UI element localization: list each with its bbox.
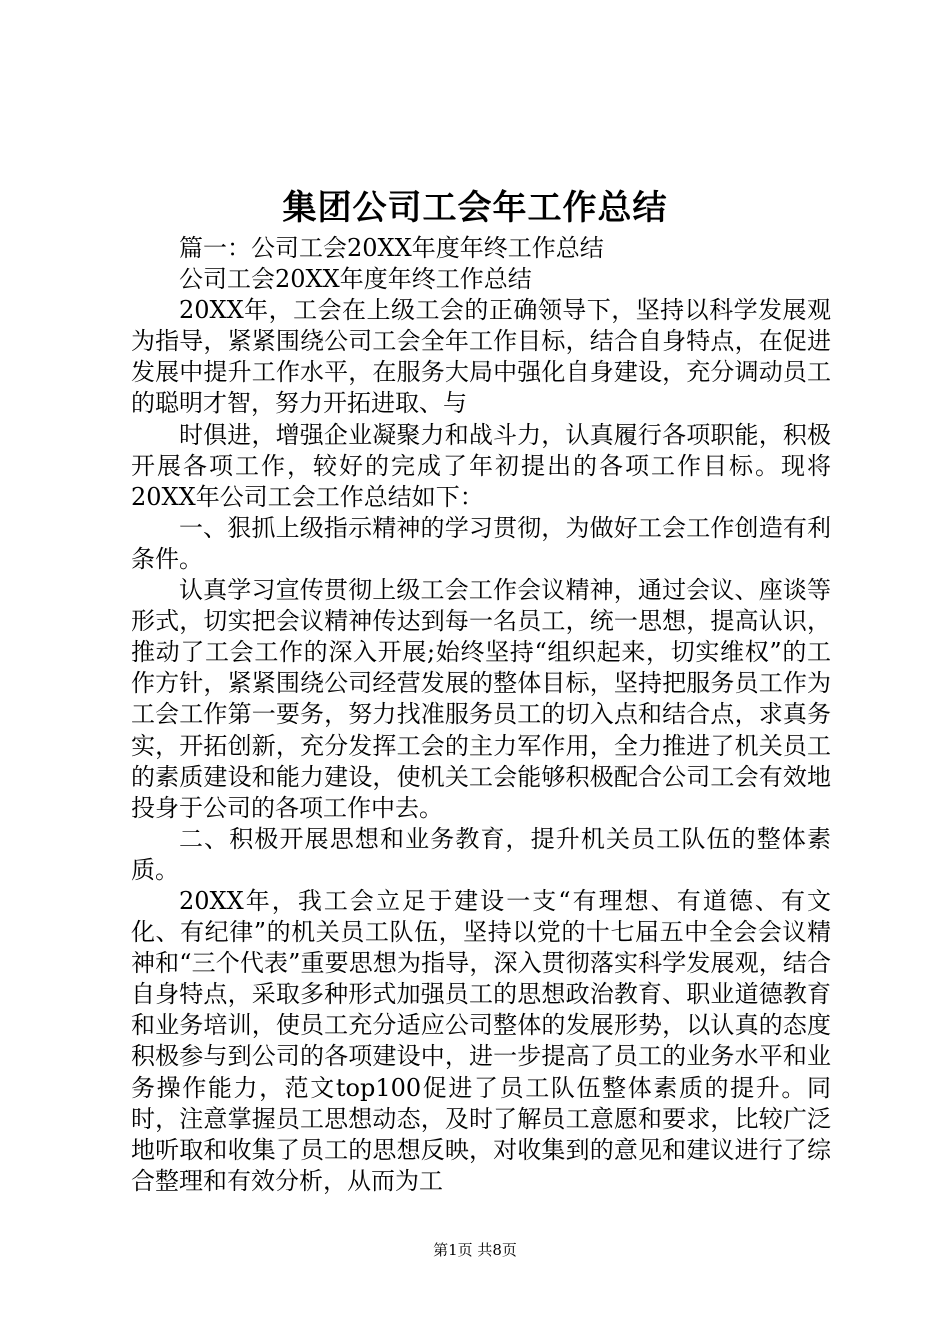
page-number-footer: 第1页 共8页 (433, 1241, 517, 1259)
paragraph: 认真学习宣传贯彻上级工会工作会议精神，通过会议、座谈等形式，切实把会议精神传达到每一名员工，统一思想，提高认识，推动了工会工作的深入开展;始终坚持“组织起来，切实维权”的工作方针，紧紧围绕公司经营发展的整体目标，坚持把服务员工作为工会工作第一要务，努力找准服务员工的切入点和结合点，求真务实，开拓创新，充分发挥工会的主力军作用，全力推进了机关员工的素质建设和能力建设，使机关工会能够积极配合公司工会有效地投身于公司的各项工作中去。 (131, 576, 831, 822)
paragraph: 二、积极开展思想和业务教育，提升机关员工队伍的整体素质。 (131, 824, 831, 884)
document-title: 集团公司工会年工作总结 (282, 188, 668, 228)
paragraph: 篇一：公司工会20XX年度年终工作总结 (179, 234, 604, 262)
paragraph: 20XX年，工会在上级工会的正确领导下，坚持以科学发展观为指导，紧紧围绕公司工会全年工作目标，结合自身特点，在促进发展中提升工作水平，在服务大局中强化自身建设，充分调动员工的聪明才智，努力开拓进取、与 (131, 296, 831, 418)
paragraph: 20XX年，我工会立足于建设一支“有理想、有道德、有文化、有纪律”的机关员工队伍，坚持以党的十七届五中全会会议精神和“三个代表”重要思想为指导，深入贯彻落实科学发展观，结合自身特点，采取多种形式加强员工的思想政治教育、职业道德教育和业务培训，使员工充分适应公司整体的发展形势，以认真的态度积极参与到公司的各项建设中，进一步提高了员工的业务水平和业务操作能力，范文top100促进了员工队伍整体素质的提升。同时，注意掌握员工思想动态，及时了解员工意愿和要求，比较广泛地听取和收集了员工的思想反映，对收集到的意见和建议进行了综合整理和有效分析，从而为工 (131, 886, 831, 1195)
paragraph: 公司工会20XX年度年终工作总结 (179, 265, 532, 294)
paragraph: 时俱进，增强企业凝聚力和战斗力，认真履行各项职能，积极开展各项工作，较好的完成了年初提出的各项工作目标。现将20XX年公司工会工作总结如下： (131, 420, 831, 511)
document-body (131, 233, 831, 1197)
paragraph: 一、狠抓上级指示精神的学习贯彻，为做好工会工作创造有利条件。 (131, 513, 831, 573)
